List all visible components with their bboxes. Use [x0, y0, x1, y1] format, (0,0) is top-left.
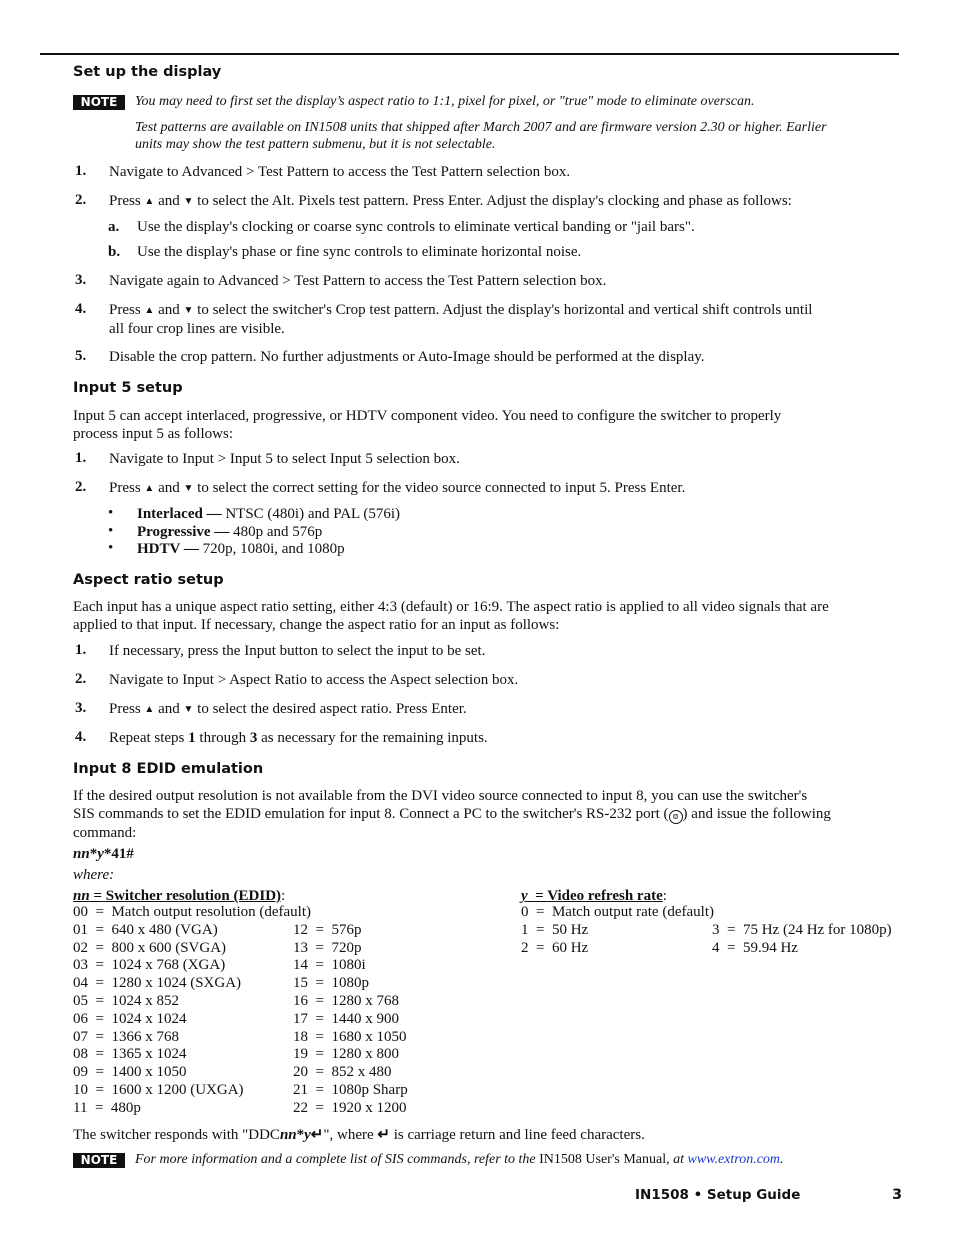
nn-value: 17 = 1440 x 900 — [293, 1010, 399, 1027]
nn-value: 20 = 852 x 480 — [293, 1064, 392, 1081]
up-arrow-icon: ▲ — [144, 483, 155, 494]
y-header: y = Video refresh rate: — [521, 888, 667, 904]
header-rule — [40, 53, 899, 55]
bullet-icon: • — [108, 540, 114, 556]
step-number: 4. — [75, 301, 87, 317]
page-number: 3 — [892, 1187, 903, 1203]
footer-title: IN1508 • Setup Guide — [635, 1187, 801, 1203]
y-value: 1 = 50 Hz — [521, 921, 589, 938]
nn-value: 00 = Match output resolution (default) — [73, 904, 311, 920]
substep-letter: a. — [108, 219, 120, 235]
step-number: 3. — [75, 700, 87, 716]
nn-value: 10 = 1600 x 1200 (UXGA) — [73, 1081, 244, 1098]
nn-value: 22 = 1920 x 1200 — [293, 1099, 407, 1116]
y-value: 3 = 75 Hz (24 Hz for 1080p) — [712, 921, 892, 938]
where-label: where: — [73, 867, 115, 883]
up-arrow-icon: ▲ — [144, 704, 155, 715]
paragraph: Input 5 can accept interlaced, progressive, or HDTV component video. You need to configure the switcher to properly process input 5 as follows: — [73, 408, 782, 442]
step-text: Press ▲ and ▼ to select the Alt. Pixels test pattern. Press Enter. Adjust the display's clocking and phase as follows: — [109, 193, 792, 209]
nn-header: nn = Switcher resolution (EDID): — [73, 888, 286, 904]
up-arrow-icon: ▲ — [144, 196, 155, 207]
down-arrow-icon: ▼ — [183, 704, 194, 715]
nn-value: 14 = 1080i — [293, 957, 366, 974]
nn-value: 03 = 1024 x 768 (XGA) — [73, 957, 226, 974]
nn-value: 13 = 720p — [293, 939, 362, 956]
paragraph: If the desired output resolution is not available from the DVI video source connected to input 8, you can use the switcher's SIS commands to set the EDID emulation for input 8. Connect a PC to the switcher's RS-232 port ( ⊜ ) and issue the following command: — [73, 788, 831, 841]
heading-set-up-display: Set up the display — [73, 64, 222, 80]
down-arrow-icon: ▼ — [183, 483, 194, 494]
y-values-col1 — [521, 904, 714, 957]
nn-value: 07 = 1366 x 768 — [73, 1028, 179, 1045]
list-item: Progressive — 480p and 576p — [137, 524, 323, 540]
y-value: 0 = Match output rate (default) — [521, 904, 714, 920]
step-number: 2. — [75, 479, 87, 495]
list-item: HDTV — 720p, 1080i, and 1080p — [137, 541, 345, 557]
note-text: You may need to first set the display’s aspect ratio to 1:1, pixel for pixel, or "true" mode to eliminate overscan. — [135, 94, 755, 109]
step-number: 3. — [75, 272, 87, 288]
nn-value: 04 = 1280 x 1024 (SXGA) — [73, 975, 242, 992]
nn-value: 05 = 1024 x 852 — [73, 992, 179, 1009]
note-text: For more information and a complete list of SIS commands, refer to the IN1508 User's Manual, at www.extron.com. — [135, 1152, 784, 1167]
step-text: Navigate to Input > Aspect Ratio to access the Aspect selection box. — [109, 672, 519, 688]
step-number: 4. — [75, 729, 87, 745]
nn-value: 18 = 1680 x 1050 — [293, 1028, 407, 1045]
paragraph: Each input has a unique aspect ratio setting, either 4:3 (default) or 16:9. The aspect ratio is applied to all video signals that are applied to that input. If necessary, change the aspect ratio for an input as follows: — [73, 599, 829, 633]
nn-value: 16 = 1280 x 768 — [293, 992, 399, 1009]
step-text: Press ▲ and ▼ to select the correct setting for the video source connected to input 5. Press Enter. — [109, 480, 686, 496]
step-text: Disable the crop pattern. No further adjustments or Auto-Image should be performed at the display. — [109, 349, 705, 365]
nn-values-col2 — [293, 922, 408, 1118]
step-number: 1. — [75, 450, 87, 466]
y-value: 4 = 59.94 Hz — [712, 939, 798, 956]
step-text: Navigate to Advanced > Test Pattern to access the Test Pattern selection box. — [109, 164, 571, 180]
y-value: 2 = 60 Hz — [521, 939, 589, 956]
note-badge: NOTE — [73, 1153, 125, 1168]
step-text: Press ▲ and ▼ to select the desired aspect ratio. Press Enter. — [109, 701, 467, 717]
bullet-icon: • — [108, 523, 114, 539]
step-number: 1. — [75, 642, 87, 658]
step-number: 2. — [75, 192, 87, 208]
rs232-port-icon: ⊜ — [669, 810, 683, 824]
step-text: Navigate again to Advanced > Test Pattern to access the Test Pattern selection box. — [109, 273, 607, 289]
step-text: Press ▲ and ▼ to select the switcher's Crop test pattern. Adjust the display's horizontal and vertical shift controls until all four crop lines are visible. — [109, 302, 813, 337]
y-values-col2 — [712, 922, 892, 958]
note-badge: NOTE — [73, 95, 125, 110]
step-number: 1. — [75, 163, 87, 179]
heading-edid-emulation: Input 8 EDID emulation — [73, 761, 264, 777]
nn-value: 08 = 1365 x 1024 — [73, 1046, 187, 1063]
substep-text: Use the display's phase or fine sync controls to eliminate horizontal noise. — [137, 244, 582, 260]
nn-value: 21 = 1080p Sharp — [293, 1081, 408, 1098]
heading-aspect-ratio: Aspect ratio setup — [73, 572, 224, 588]
nn-value: 15 = 1080p — [293, 975, 369, 992]
carriage-return-icon: ↵ — [377, 1127, 390, 1143]
step-text: Repeat steps 1 through 3 as necessary for the remaining inputs. — [109, 730, 488, 746]
substep-text: Use the display's clocking or coarse sync controls to eliminate vertical banding or "jail bars". — [137, 219, 695, 235]
up-arrow-icon: ▲ — [144, 305, 155, 316]
extron-link[interactable]: www.extron.com — [687, 1152, 781, 1167]
step-text: Navigate to Input > Input 5 to select Input 5 selection box. — [109, 451, 460, 467]
note-text-line: Test patterns are available on IN1508 units that shipped after March 2007 and are firmware version 2.30 or higher. Earlier units may show the test pattern submenu, but it is not selectable. — [135, 120, 827, 152]
nn-value: 06 = 1024 x 1024 — [73, 1010, 187, 1027]
nn-value: 09 = 1400 x 1050 — [73, 1064, 187, 1081]
list-item: Interlaced — NTSC (480i) and PAL (576i) — [137, 506, 401, 522]
nn-value: 01 = 640 x 480 (VGA) — [73, 921, 218, 938]
down-arrow-icon: ▼ — [183, 305, 194, 316]
nn-value: 02 = 800 x 600 (SVGA) — [73, 939, 227, 956]
heading-input5-setup: Input 5 setup — [73, 380, 183, 396]
step-text: If necessary, press the Input button to select the input to be set. — [109, 643, 486, 659]
response-text: The switcher responds with "DDCnn*y↵", where ↵ is carriage return and line feed characters. — [73, 1127, 645, 1143]
sis-command: nn*y*41# — [73, 846, 134, 862]
step-number: 2. — [75, 671, 87, 687]
nn-values-col1 — [73, 904, 311, 1118]
nn-value: 19 = 1280 x 800 — [293, 1046, 399, 1063]
down-arrow-icon: ▼ — [183, 196, 194, 207]
nn-value: 11 = 480p — [73, 1099, 141, 1116]
carriage-return-icon: ↵ — [310, 1127, 324, 1143]
bullet-icon: • — [108, 505, 114, 521]
substep-letter: b. — [108, 244, 121, 260]
step-number: 5. — [75, 348, 87, 364]
nn-value: 12 = 576p — [293, 921, 362, 938]
